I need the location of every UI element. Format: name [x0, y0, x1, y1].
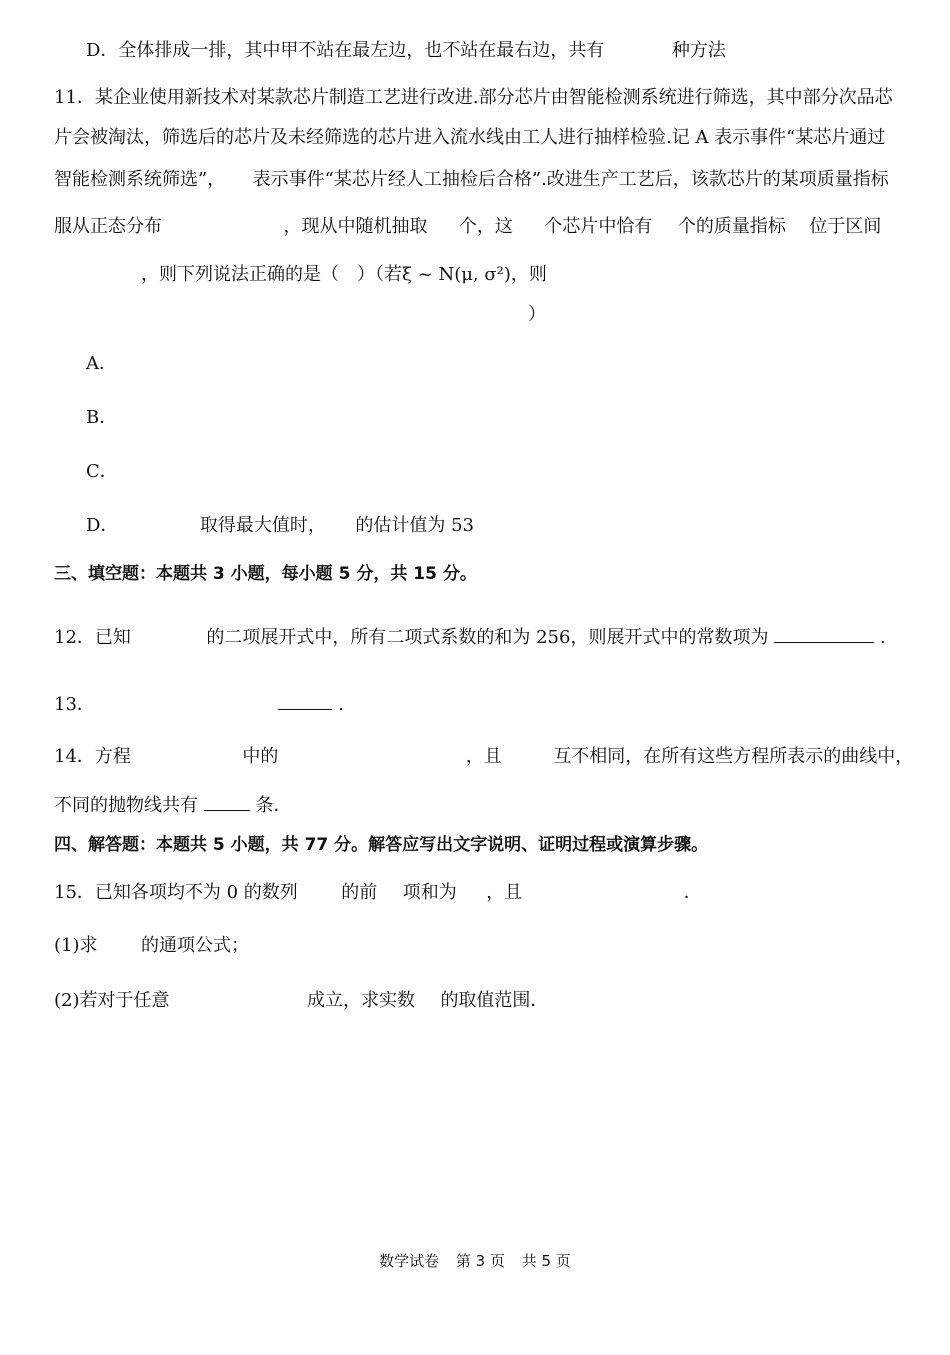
q14-line-1 — [54, 746, 913, 768]
q12-end: . — [879, 627, 886, 648]
q14-text-a: 14．方程 — [54, 746, 131, 767]
q15-text-a: 15．已知各项均不为 0 的数列 — [54, 882, 298, 903]
q11-line-2: 片会被淘汰，筛选后的芯片及未经筛选的芯片进入流水线由工人进行抽样检验.记 A 表示事件“某芯片通过 — [54, 127, 886, 148]
q11-line-3-a: 智能检测系统筛选”， — [54, 169, 226, 190]
q15-part-2-c: 的取值范围． — [440, 990, 549, 1011]
q12-answer-blank[interactable] — [774, 624, 874, 643]
q15-part-1-a: (1)求 — [54, 935, 98, 956]
footer-title: 数学试卷 — [379, 1252, 440, 1270]
q14-text-c: ，且 — [465, 746, 502, 767]
q11-line-5: ，则下列说法正确的是（ ）（若ξ ~ N(μ, σ²)，则 — [141, 264, 547, 285]
q12 — [54, 624, 886, 649]
q11-line-4-f: 位于区间 — [809, 216, 882, 237]
q11-line-4-e: 个的质量指标 — [677, 216, 786, 237]
q13-text-a: 13． — [54, 694, 95, 715]
footer-total-pages: 共 5 页 — [521, 1252, 571, 1270]
q14-text-b: 中的 — [242, 746, 279, 767]
q11-line-6: ） — [528, 304, 546, 325]
q12-text-a: 12．已知 — [54, 627, 131, 648]
q15 — [54, 882, 702, 904]
q14-line-2-a: 不同的抛物线共有 — [54, 795, 198, 816]
q14-answer-blank[interactable] — [204, 792, 250, 811]
q11-option-d-text-b: 的估计值为 53 — [355, 515, 475, 536]
q15-part-2-a: (2)若对于任意 — [54, 990, 170, 1011]
q11-option-a: A． — [86, 353, 117, 374]
section-4-heading: 四、解答题：本题共 5 小题，共 77 分。解答应写出文字说明、证明过程或演算步骤。 — [54, 835, 709, 855]
q10-option-d — [86, 40, 726, 62]
q11-option-d-label: D． — [86, 515, 119, 536]
q11-line-4-b: ，现从中随机抽取 — [283, 216, 428, 237]
footer-page-number: 第 3 页 — [455, 1252, 505, 1270]
section-3-heading: 三、填空题：本题共 3 小题，每小题 5 分，共 15 分。 — [54, 564, 477, 584]
q14-line-2-b: 条． — [255, 795, 292, 816]
q11-option-b: B． — [86, 407, 118, 428]
q11-line-4-d: 个芯片中恰有 — [544, 216, 653, 237]
q14-text-d: 互不相同，在所有这些方程所表示的曲线中， — [553, 746, 914, 767]
q15-text-c: 项和为 — [402, 882, 457, 903]
q11-line-4-a: 服从正态分布 — [54, 216, 162, 237]
q11-line-4-c: 个，这 — [458, 216, 513, 237]
q11-option-c: C． — [86, 461, 118, 482]
q11-option-d-text-a: 取得最大值时， — [199, 515, 326, 536]
q15-part-1 — [54, 935, 249, 957]
q15-text-d: ，且 — [486, 882, 523, 903]
q12-text-b: 的二项展开式中，所有二项式系数的和为 256，则展开式中的常数项为 — [206, 627, 769, 648]
q15-part-1-b: 的通项公式； — [140, 935, 249, 956]
q15-part-2 — [54, 990, 548, 1012]
q13 — [54, 691, 344, 716]
q15-part-2-b: 成立，求实数 — [306, 990, 415, 1011]
q10-option-d-suffix: 种方法 — [671, 40, 726, 61]
q15-text-b: 的前 — [341, 882, 378, 903]
q11-line-4 — [54, 216, 881, 238]
page-footer — [0, 1250, 950, 1271]
q14-line-2 — [54, 792, 291, 817]
q11-line-1: 11．某企业使用新技术对某款芯片制造工艺进行改进.部分芯片由智能检测系统进行筛选，其中部分次品芯 — [54, 87, 893, 108]
q15-end: ． — [683, 882, 702, 903]
q11-option-d — [86, 515, 474, 537]
q10-option-d-text: D．全体排成一排，其中甲不站在最左边，也不站在最右边，共有 — [86, 40, 605, 61]
q11-line-3-b: 表示事件“某芯片经人工抽检后合格”.改进生产工艺后，该款芯片的某项质量指标 — [252, 169, 889, 190]
q11-line-3 — [54, 169, 889, 191]
q13-answer-blank[interactable] — [278, 691, 332, 710]
q13-end: . — [338, 694, 344, 715]
